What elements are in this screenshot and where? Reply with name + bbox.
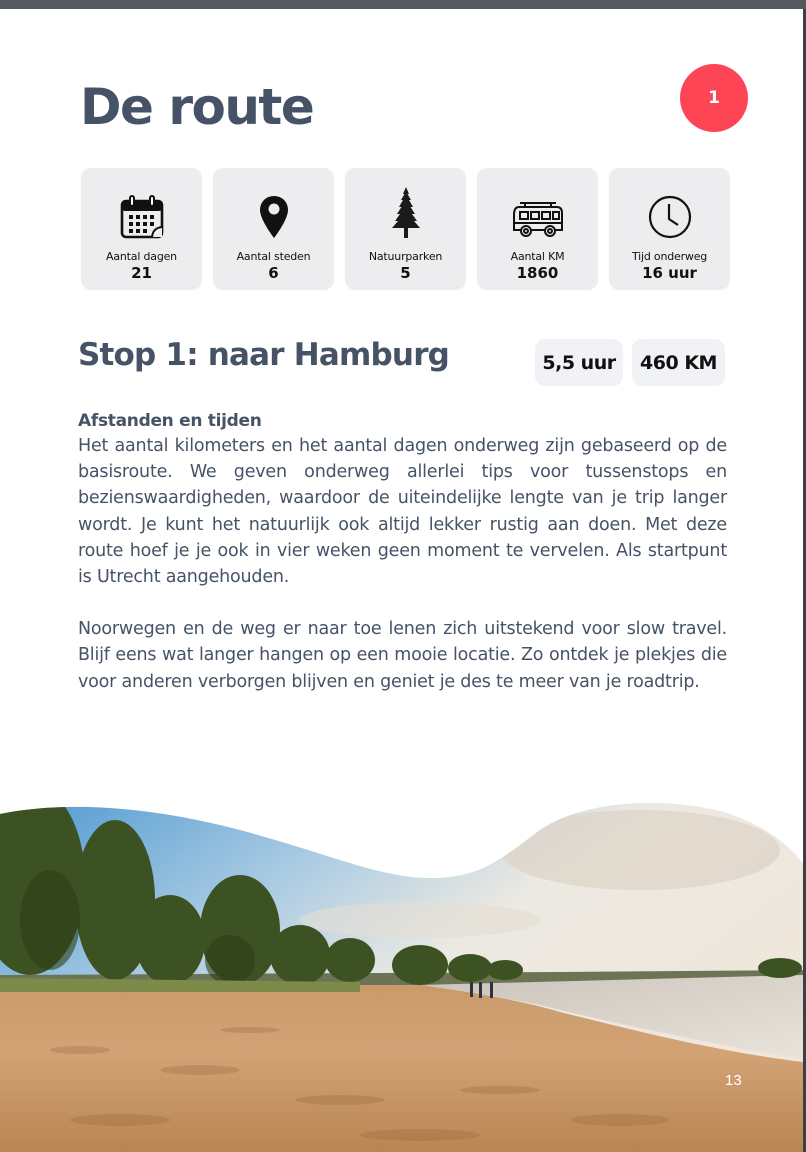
page-title: De route: [80, 78, 314, 136]
chapter-badge: 1: [680, 64, 748, 132]
stat-card-km: [477, 168, 598, 290]
stat-label: Aantal dagen: [106, 250, 177, 263]
body-content: [78, 409, 727, 695]
stat-label: Aantal KM: [510, 250, 565, 263]
stat-card-travel-time: [609, 168, 730, 290]
stat-value: 5: [400, 264, 411, 282]
stat-label: Aantal steden: [236, 250, 311, 263]
body-paragraph: Noorwegen en de weg er naar toe lenen zich uitstekend voor slow travel. Blijf eens wat langer hangen op een mooie locatie. Zo ontdek je plekjes die voor anderen verborgen blijven en geniet je des te meer van je roadtrip.: [78, 619, 727, 692]
stat-card-days: [81, 168, 202, 290]
viewer-top-bar: [0, 0, 806, 9]
body-paragraph: Het aantal kilometers en het aantal dagen onderweg zijn gebaseerd op de basisroute. We geven onderweg allerlei tips voor tussenstops en bezienswaardigheden, waardoor de uiteindelijke lengte van je trip langer wordt. Je kunt het natuurlijk ook altijd lekker rustig aan doen. Met deze route hoef je je ook in vier weken geen moment te vervelen. Als startpunt is Utrecht aangehouden.: [78, 436, 727, 588]
route-stats: [81, 168, 730, 290]
stat-value: 1860: [516, 264, 559, 282]
pine-tree-icon: [389, 178, 423, 240]
stat-value: 6: [268, 264, 279, 282]
stat-label: Tijd onderweg: [631, 250, 708, 263]
stop-distance-badge: 460 KM: [632, 339, 725, 386]
calendar-icon: [119, 178, 165, 240]
stat-card-nature-parks: [345, 168, 466, 290]
camper-van-icon: [511, 178, 565, 240]
stat-card-cities: [213, 168, 334, 290]
clock-icon: [647, 178, 693, 240]
stop-title: Stop 1: naar Hamburg: [78, 337, 450, 373]
stop-duration-badge: 5,5 uur: [535, 339, 623, 386]
stat-value: 16 uur: [642, 264, 697, 282]
stat-value: 21: [131, 264, 152, 282]
section-subheading: Afstanden en tijden: [78, 411, 262, 431]
map-pin-icon: [258, 178, 290, 240]
stat-label: Natuurparken: [368, 250, 443, 263]
page-number: 13: [725, 1072, 742, 1089]
landscape-photo: [0, 800, 803, 1152]
